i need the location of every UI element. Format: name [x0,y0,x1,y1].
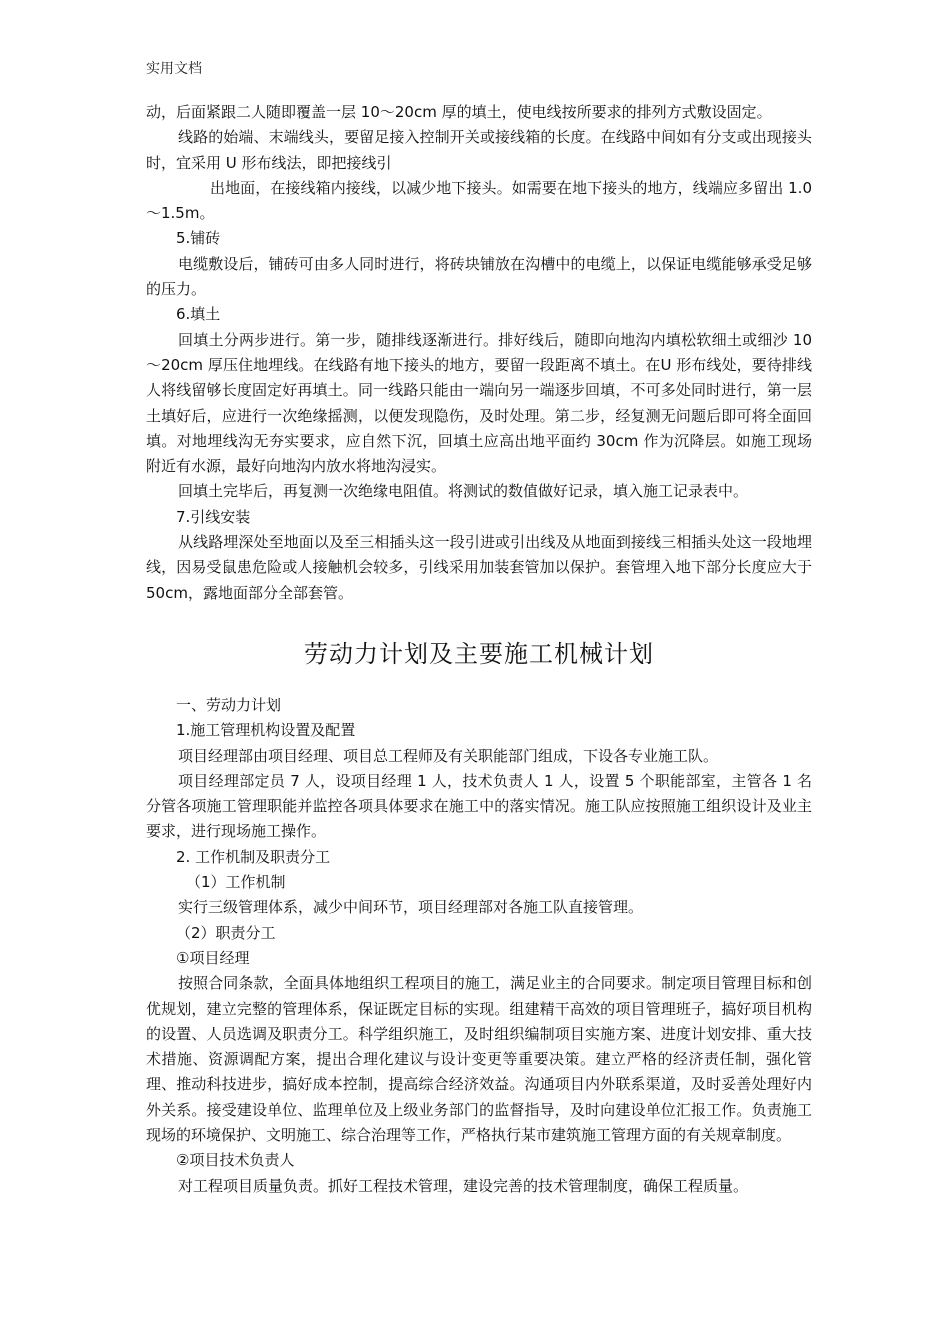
section-heading: 1.施工管理机构设置及配置 [176,721,356,740]
paragraph: 项目经理部定员 7 人，设项目经理 1 人，技术负责人 1 人，设置 5 个职能部室，主管各 1 名分管各项施工管理职能并监控各项具体要求在施工中的落实情况。施工队应按照施工组织设计及业主要求，进行现场施工操作。 [146,771,812,841]
paragraph: 项目经理部由项目经理、项目总工程师及有关职能部门组成，下设各专业施工队。 [178,746,719,765]
paragraph: 线路的始端、末端线头，要留足接入控制开关或接线箱的长度。在线路中间如有分支或出现接头时，宜采用 U 形布线法，即把接线引 [146,128,812,172]
paragraph: 从线路埋深处至地面以及至三相插头这一段引进或引出线及从地面到接线三相插头处这一段地埋线，因易受鼠患危险或人接触机会较多，引线采用加装套管加以保护。套管埋入地下部分长度应大于 50cm，露地面部分全部套管。 [146,533,812,602]
section-heading: 一、劳动力计划 [176,695,282,714]
paragraph: 回填土分两步进行。第一步，随排线逐渐进行。排好线后，随即向地沟内填松软细土或细沙 10～20cm 厚压住地埋线。在线路有地下接头的地方，要留一段距离不填土。在U 形布线处，要待排线人将线留够长度固定好再填土。同一线路只能由一端向另一端逐步回填，不可多处同时进行，第一层土填好后，应进行一次绝缘摇测，以便发现隐伤，及时处理。第二步，经复测无问题后即可将全面回填。对地埋线沟无夯实要求，应自然下沉，回填土应高出地平面约 30cm 作为沉降层。如施工现场附近有水源，最好向地沟内放水将地沟浸实。 [146,330,812,476]
paragraph: 对工程项目质量负责。抓好工程技术管理，建设完善的技术管理制度，确保工程质量。 [178,1176,749,1195]
section-heading: 7.引线安装 [176,507,251,526]
section-heading: （2）职责分工 [176,923,276,942]
page-header: 实用文档 [146,61,202,77]
page-title: 劳动力计划及主要施工机械计划 [304,639,654,668]
paragraph: 实行三级管理体系，减少中间环节，项目经理部对各施工队直接管理。 [178,898,644,917]
paragraph: 动，后面紧跟二人随即覆盖一层 10～20cm 厚的填土，使电线按所要求的排列方式敷设固定。 [146,103,772,121]
paragraph: 回填土完毕后，再复测一次绝缘电阻值。将测试的数值做好记录，填入施工记录表中。 [178,482,749,501]
section-heading: ②项目技术负责人 [176,1151,295,1170]
section-heading: 6.填土 [176,305,221,324]
section-heading: 2. 工作机制及职责分工 [176,847,331,866]
paragraph: 电缆敷设后，铺砖可由多人同时进行，将砖块铺放在沟槽中的电缆上，以保证电缆能够承受足够的压力。 [146,254,812,299]
section-heading: ①项目经理 [176,948,250,967]
document-body [146,100,812,1199]
section-heading: 5.铺砖 [176,229,221,248]
paragraph: 出地面，在接线箱内接线，以减少地下接头。如需要在地下接头的地方，线端应多留出 1.0～1.5m。 [146,178,812,223]
paragraph: 按照合同条款，全面具体地组织工程项目的施工，满足业主的合同要求。制定项目管理目标和创优规划，建立完整的管理体系，保证既定目标的实现。组建精干高效的项目管理班子，搞好项目机构的设置、人员选调及职责分工。科学组织施工，及时组织编制项目实施方案、进度计划安排、重大技术措施、资源调配方案，提出合理化建议与设计变更等重要决策。建立严格的经济责任制，强化管理、推动科技进步，搞好成本控制，提高综合经济效益。沟通项目内外联系渠道，及时妥善处理好内外关系。接受建设单位、监理单位及上级业务部门的监督指导，及时向建设单位汇报工作。负责施工现场的环境保护、文明施工、综合治理等工作，严格执行某市建筑施工管理方面的有关规章制度。 [146,974,812,1144]
section-heading: （1）工作机制 [186,873,286,892]
